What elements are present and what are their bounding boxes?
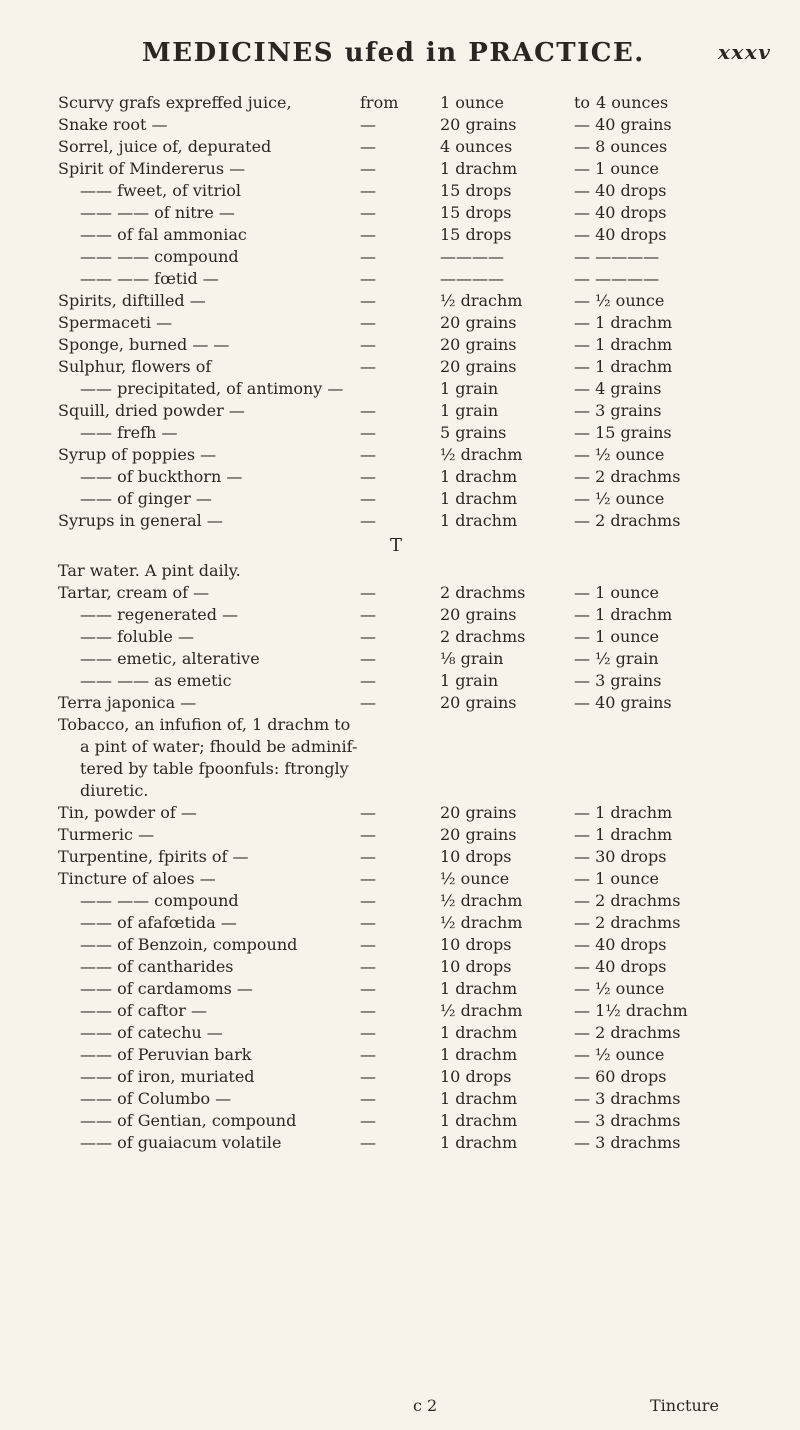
column-separator: — <box>360 671 376 690</box>
column-separator: — <box>360 401 376 420</box>
dose-to: — 30 drops <box>574 847 667 866</box>
table-row <box>0 1045 800 1067</box>
medicine-name: —— of cardamoms — <box>80 979 253 998</box>
dose-from: 20 grains <box>440 803 517 822</box>
dose-to: — 1 drachm <box>574 335 673 354</box>
medicine-name: Spirit of Mindererus — <box>58 159 246 178</box>
running-title: MEDICINES ufed in PRACTICE. <box>142 38 645 68</box>
medicine-name: Turpentine, fpirits of — <box>58 847 249 866</box>
medicine-name: —— of iron, muriated <box>80 1067 255 1086</box>
dose-from: 1 grain <box>440 671 499 690</box>
dose-to: — ½ grain <box>574 649 659 668</box>
medicine-name: —— of Benzoin, compound <box>80 935 298 954</box>
column-separator: — <box>360 423 376 442</box>
dose-from: 1 drachm <box>440 159 518 178</box>
page-number: xxxv <box>718 40 772 64</box>
medicine-name: —— of buckthorn — <box>80 467 243 486</box>
dose-from: 2 drachms <box>440 583 526 602</box>
column-separator: — <box>360 159 376 178</box>
dose-from: 1 drachm <box>440 1133 518 1152</box>
medicine-name: —— of Columbo — <box>80 1089 232 1108</box>
medicine-name: Tin, powder of — <box>58 803 197 822</box>
medicine-name: tered by table fpoonfuls: ftrongly <box>80 759 349 778</box>
dose-to: — 1 drachm <box>574 605 673 624</box>
column-separator: — <box>360 891 376 910</box>
column-separator: — <box>360 869 376 888</box>
medicine-name: Syrup of poppies — <box>58 445 217 464</box>
medicine-name: —— of afafœtida — <box>80 913 237 932</box>
dose-to: — 3 drachms <box>574 1089 681 1108</box>
medicine-name: Tobacco, an infufion of, 1 drachm to <box>58 715 351 734</box>
dose-from: 1 drachm <box>440 489 518 508</box>
dose-to: — 60 drops <box>574 1067 667 1086</box>
dose-to: — ———— <box>574 247 660 266</box>
dose-to: 4 ounces <box>596 93 669 112</box>
column-separator: — <box>360 803 376 822</box>
column-separator: — <box>360 511 376 530</box>
dose-to: — 1 ounce <box>574 869 660 888</box>
table-row <box>0 605 800 627</box>
table-row <box>0 445 800 467</box>
column-separator: — <box>360 627 376 646</box>
dose-from: 1 grain <box>440 401 499 420</box>
medicine-name: —— —— compound <box>80 891 239 910</box>
table-row <box>0 869 800 891</box>
table-row <box>0 583 800 605</box>
dose-from: ½ drachm <box>440 913 523 932</box>
column-separator: — <box>360 489 376 508</box>
medicine-name: Squill, dried powder — <box>58 401 245 420</box>
medicine-name: Scurvy grafs expreffed juice, <box>58 93 292 112</box>
dose-from: ———— <box>440 269 504 288</box>
table-row <box>0 489 800 511</box>
column-separator: — <box>360 583 376 602</box>
column-separator: — <box>360 693 376 712</box>
dose-from: 15 drops <box>440 225 512 244</box>
dose-to: — 40 drops <box>574 957 667 976</box>
table-row <box>0 1133 800 1155</box>
table-row <box>0 803 800 825</box>
column-separator: — <box>360 181 376 200</box>
table-row <box>0 93 800 115</box>
table-row <box>0 1023 800 1045</box>
table-row <box>0 891 800 913</box>
dose-from: ½ ounce <box>440 869 510 888</box>
table-row <box>0 781 800 803</box>
medicine-name: Sorrel, juice of, depurated <box>58 137 272 156</box>
dose-to: — 1 drachm <box>574 313 673 332</box>
dose-to: — 1 drachm <box>574 825 673 844</box>
table-row <box>0 181 800 203</box>
column-separator: — <box>360 1111 376 1130</box>
table-row <box>0 423 800 445</box>
dose-from: 2 drachms <box>440 627 526 646</box>
column-separator: — <box>360 1045 376 1064</box>
dose-to: — 1 ounce <box>574 159 660 178</box>
dose-to: — 3 drachms <box>574 1133 681 1152</box>
dose-from: 1 drachm <box>440 467 518 486</box>
dose-to: — 1½ drachm <box>574 1001 688 1020</box>
medicine-name: Spirits, diftilled — <box>58 291 206 310</box>
dose-from: 1 drachm <box>440 1023 518 1042</box>
medicine-name: Terra japonica — <box>58 693 197 712</box>
dose-to: — 40 grains <box>574 693 672 712</box>
column-separator: — <box>360 1023 376 1042</box>
medicine-name: Spermaceti — <box>58 313 173 332</box>
column-separator: — <box>360 357 376 376</box>
dose-from: 1 ounce <box>440 93 504 112</box>
dose-to: — 2 drachms <box>574 1023 681 1042</box>
medicine-name: —— of ginger — <box>80 489 212 508</box>
dose-to: — 1 ounce <box>574 627 660 646</box>
table-row <box>0 1089 800 1111</box>
medicine-name: Snake root — <box>58 115 168 134</box>
dose-from: ⅛ grain <box>440 649 504 668</box>
table-row <box>0 401 800 423</box>
medicine-name: —— —— compound <box>80 247 239 266</box>
table-row <box>0 203 800 225</box>
page-footer <box>0 1396 800 1426</box>
dose-from: 20 grains <box>440 605 517 624</box>
to-word: to <box>574 93 591 112</box>
column-separator: — <box>360 335 376 354</box>
column-separator: — <box>360 979 376 998</box>
dose-from: 1 grain <box>440 379 499 398</box>
table-row <box>0 627 800 649</box>
medicine-name: —— of fal ammoniac <box>80 225 247 244</box>
dose-to: — ½ ounce <box>574 291 665 310</box>
medicine-name: Turmeric — <box>58 825 155 844</box>
column-separator: — <box>360 825 376 844</box>
dose-to: — ½ ounce <box>574 445 665 464</box>
dose-to: — ½ ounce <box>574 979 665 998</box>
table-row <box>0 225 800 247</box>
dose-from: ½ drachm <box>440 1001 523 1020</box>
column-separator: — <box>360 313 376 332</box>
dose-from: 20 grains <box>440 313 517 332</box>
column-separator: — <box>360 1001 376 1020</box>
column-separator: — <box>360 1067 376 1086</box>
dose-from: ½ drachm <box>440 445 523 464</box>
dose-to: — ———— <box>574 269 660 288</box>
table-row <box>0 247 800 269</box>
dose-from: 1 drachm <box>440 1089 518 1108</box>
dose-to: — 40 drops <box>574 203 667 222</box>
medicine-name: Tar water. A pint daily. <box>58 561 241 580</box>
medicine-name: a pint of water; fhould be adminif- <box>80 737 358 756</box>
table-row <box>0 335 800 357</box>
medicine-name: —— —— as emetic <box>80 671 232 690</box>
column-separator: — <box>360 605 376 624</box>
table-row <box>0 467 800 489</box>
dose-to: — 2 drachms <box>574 891 681 910</box>
table-row <box>0 313 800 335</box>
table-row <box>0 935 800 957</box>
column-separator: — <box>360 269 376 288</box>
medicine-name: —— of Peruvian bark <box>80 1045 252 1064</box>
medicine-name: —— precipitated, of antimony — <box>80 379 344 398</box>
column-separator: — <box>360 137 376 156</box>
table-row <box>0 137 800 159</box>
column-separator: — <box>360 649 376 668</box>
catchword: Tincture <box>650 1396 719 1415</box>
medicine-name: —— of caftor — <box>80 1001 207 1020</box>
column-separator: — <box>360 203 376 222</box>
table-row <box>0 379 800 401</box>
dose-to: — 3 grains <box>574 671 662 690</box>
dose-from: 1 drachm <box>440 1045 518 1064</box>
table-row <box>0 291 800 313</box>
dose-to: — 1 drachm <box>574 803 673 822</box>
dose-from: 4 ounces <box>440 137 513 156</box>
table-row <box>0 1001 800 1023</box>
medicine-name: Tincture of aloes — <box>58 869 216 888</box>
dose-from: ———— <box>440 247 504 266</box>
column-separator: — <box>360 291 376 310</box>
table-row <box>0 1111 800 1133</box>
dose-to: — ½ ounce <box>574 1045 665 1064</box>
dose-from: 15 drops <box>440 181 512 200</box>
dose-from: 1 drachm <box>440 979 518 998</box>
table-row <box>0 269 800 291</box>
section-letter-text: T <box>390 535 403 556</box>
dose-to: — 40 grains <box>574 115 672 134</box>
column-separator: — <box>360 1133 376 1152</box>
table-row <box>0 511 800 533</box>
column-separator: — <box>360 445 376 464</box>
medicine-name: —— of cantharides <box>80 957 234 976</box>
dose-from: 20 grains <box>440 825 517 844</box>
column-separator: — <box>360 1089 376 1108</box>
dose-from: 1 drachm <box>440 511 518 530</box>
column-separator: from <box>360 93 399 112</box>
section-letter <box>0 533 800 561</box>
dose-from: 1 drachm <box>440 1111 518 1130</box>
dose-to: — 3 grains <box>574 401 662 420</box>
table-row <box>0 847 800 869</box>
medicine-name: —— fweet, of vitriol <box>80 181 241 200</box>
table-row <box>0 957 800 979</box>
dose-to: — 1 drachm <box>574 357 673 376</box>
dose-to: — 1 ounce <box>574 583 660 602</box>
column-separator: — <box>360 467 376 486</box>
medicine-name: diuretic. <box>80 781 149 800</box>
table-row <box>0 693 800 715</box>
dose-from: 10 drops <box>440 1067 512 1086</box>
dose-from: 15 drops <box>440 203 512 222</box>
medicine-name: —— frefh — <box>80 423 178 442</box>
column-separator: — <box>360 115 376 134</box>
page-header <box>0 38 800 78</box>
column-separator: — <box>360 935 376 954</box>
table-row <box>0 979 800 1001</box>
dose-from: ½ drachm <box>440 891 523 910</box>
dose-from: 20 grains <box>440 693 517 712</box>
dose-from: ½ drachm <box>440 291 523 310</box>
dose-to: — 40 drops <box>574 935 667 954</box>
medicine-name: Syrups in general — <box>58 511 223 530</box>
dose-to: — 2 drachms <box>574 511 681 530</box>
table-row <box>0 671 800 693</box>
dose-to: — 3 drachms <box>574 1111 681 1130</box>
medicine-name: —— of Gentian, compound <box>80 1111 297 1130</box>
medicine-name: —— —— of nitre — <box>80 203 235 222</box>
medicine-name: Tartar, cream of — <box>58 583 210 602</box>
signature-mark: c 2 <box>413 1396 438 1415</box>
dose-from: 10 drops <box>440 935 512 954</box>
dosage-table <box>0 93 800 1155</box>
table-row <box>0 1067 800 1089</box>
dose-to: — 8 ounces <box>574 137 668 156</box>
column-separator: — <box>360 247 376 266</box>
table-row <box>0 825 800 847</box>
dose-from: 20 grains <box>440 357 517 376</box>
medicine-name: —— foluble — <box>80 627 194 646</box>
table-row <box>0 737 800 759</box>
column-separator: — <box>360 957 376 976</box>
dose-to: — ½ ounce <box>574 489 665 508</box>
table-row <box>0 561 800 583</box>
table-row <box>0 715 800 737</box>
table-row <box>0 115 800 137</box>
dose-to: — 40 drops <box>574 181 667 200</box>
column-separator: — <box>360 225 376 244</box>
table-row <box>0 159 800 181</box>
dose-from: 5 grains <box>440 423 507 442</box>
column-separator: — <box>360 847 376 866</box>
medicine-name: —— of guaiacum volatile <box>80 1133 282 1152</box>
medicine-name: —— regenerated — <box>80 605 239 624</box>
dose-to: — 2 drachms <box>574 467 681 486</box>
medicine-name: —— emetic, alterative <box>80 649 260 668</box>
dose-to: — 15 grains <box>574 423 672 442</box>
table-row <box>0 649 800 671</box>
medicine-name: Sponge, burned — — <box>58 335 230 354</box>
column-separator: — <box>360 913 376 932</box>
table-row <box>0 759 800 781</box>
table-row <box>0 357 800 379</box>
dose-from: 20 grains <box>440 335 517 354</box>
medicine-name: Sulphur, flowers of <box>58 357 212 376</box>
dose-from: 10 drops <box>440 847 512 866</box>
dose-to: — 40 drops <box>574 225 667 244</box>
dose-from: 20 grains <box>440 115 517 134</box>
medicine-name: —— of catechu — <box>80 1023 223 1042</box>
medicine-name: —— —— fœtid — <box>80 269 219 288</box>
dose-to: — 2 drachms <box>574 913 681 932</box>
dose-to: — 4 grains <box>574 379 662 398</box>
dose-from: 10 drops <box>440 957 512 976</box>
table-row <box>0 913 800 935</box>
